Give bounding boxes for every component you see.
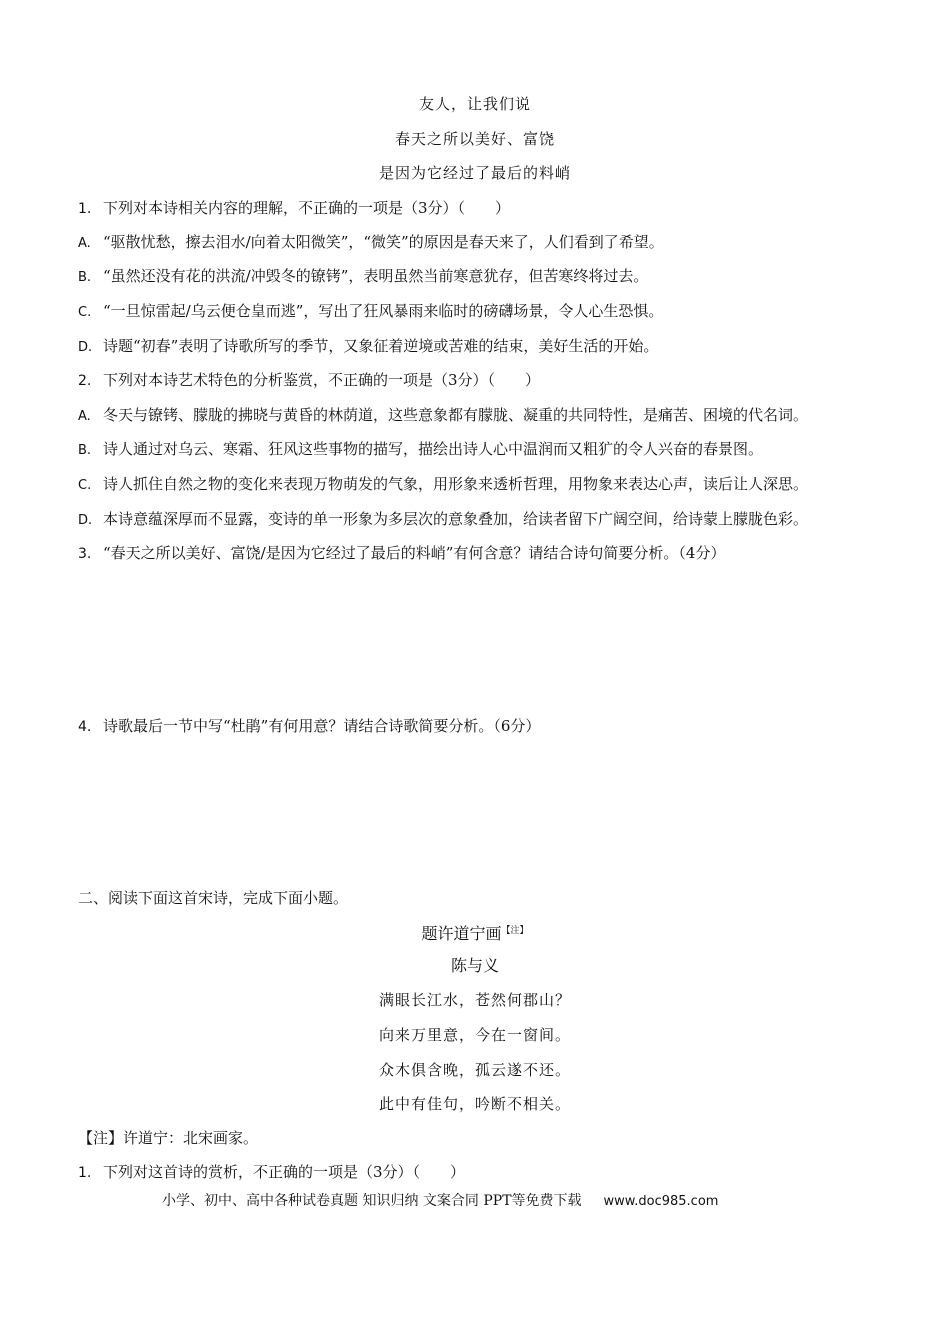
poem-title-text: 题许道宁画 [421,924,502,943]
section-heading: 二、阅读下面这首宋诗，完成下面小题。 [78,889,349,907]
question-text: “春天之所以美好、富饶/是因为它经过了最后的料峭”有何含意？请结合诗句简要分析。（4分） [103,544,726,562]
note-marker: 【注】 [501,926,529,936]
option-text: “驱散忧愁，擦去泪水/向着太阳微笑”，“微笑”的原因是春天来了，人们看到了希望。 [103,233,664,251]
poem2-line-4: 此中有佳句，吟断不相关。 [378,1095,571,1113]
question-number: 1. [78,201,92,217]
footnote: 【注】许道宁：北宋画家。 [78,1129,259,1147]
q2-option-c [78,474,808,496]
poem2-line-2: 向来万里意，今在一窗间。 [378,1026,571,1044]
poem-author: 陈与义 [450,956,499,975]
question-2 [78,370,540,391]
poem2-line-1: 满眼长江水，苍然何郡山？ [378,991,571,1009]
q1-option-a [78,232,664,254]
option-label: C. [78,305,92,320]
q1-option-b [78,266,648,288]
option-label: B. [78,270,92,285]
option-label: A. [78,236,91,251]
option-label: C. [78,478,92,493]
option-text: “虽然还没有花的洪流/冲毁冬的镣铐”，表明虽然当前寒意犹存，但苦寒终将过去。 [103,267,649,285]
option-text: 冬天与镣铐、朦胧的拂晓与黄昏的林荫道，这些意象都有朦胧、凝重的共同特性，是痛苦、困境的代名词。 [103,406,809,424]
q2-option-b [78,439,763,461]
option-text: 诗人通过对乌云、寒霜、狂风这些事物的描写，描绘出诗人心中温润而又粗犷的令人兴奋的春景图。 [103,440,764,458]
q2-option-a [78,405,808,427]
footer [162,1191,718,1212]
question-text: 下列对本诗相关内容的理解，不正确的一项是（3分）（ ） [103,199,511,217]
question-number: 1. [78,1165,92,1181]
question-number: 2. [78,373,92,389]
option-text: 诗人抓住自然之物的变化来表现万物萌发的气象，用形象来透析哲理，用物象来表达心声，读后让人深思。 [103,475,809,493]
option-text: 本诗意蕴深厚而不显露，变诗的单一形象为多层次的意象叠加，给读者留下广阔空间，给诗蒙上朦胧色彩。 [103,510,809,528]
question-text: 下列对这首诗的赏析，不正确的一项是（3分）（ ） [103,1163,466,1181]
question-number: 4. [78,719,92,735]
question-number: 3. [78,546,92,562]
poem-line-3: 是因为它经过了最后的料峭 [378,164,571,182]
footer-url[interactable]: www.doc985.com [603,1194,719,1209]
option-label: B. [78,443,92,458]
question-text: 诗歌最后一节中写“杜鹃”有何用意？请结合诗歌简要分析。（6分） [103,717,541,735]
q1-option-d [78,336,658,358]
footer-text: 小学、初中、高中各种试卷真题 知识归纳 文案合同 PPT等免费下载 [162,1193,582,1209]
question-3 [78,543,725,564]
question-text: 下列对本诗艺术特色的分析鉴赏，不正确的一项是（3分）（ ） [103,371,541,389]
option-text: 诗题“初春”表明了诗歌所写的季节，又象征着逆境或苦难的结束，美好生活的开始。 [103,337,659,355]
q2-option-d [78,509,808,531]
poem-line-1: 友人，让我们说 [418,95,531,113]
question-4 [78,716,540,737]
q1-option-c [78,301,663,323]
option-text: “一旦惊雷起/乌云便仓皇而逃”，写出了狂风暴雨来临时的磅礴场景，令人心生恐惧。 [103,302,664,320]
question-1 [78,198,510,219]
option-label: D. [78,513,93,528]
poem2-line-3: 众木俱含晚，孤云遂不还。 [378,1061,571,1079]
poem-title [0,921,950,944]
poem-line-2: 春天之所以美好、富饶 [394,130,555,148]
option-label: D. [78,340,93,355]
option-label: A. [78,409,91,424]
part2-question-1 [78,1162,465,1183]
